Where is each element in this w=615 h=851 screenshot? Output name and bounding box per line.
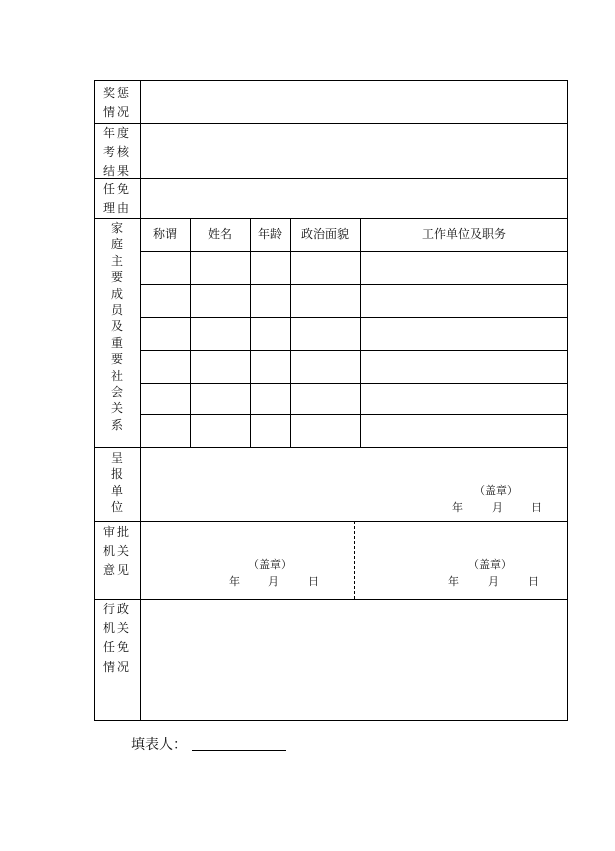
row-divider xyxy=(94,521,568,522)
reporting-date-year: 年 xyxy=(452,501,463,514)
family-header-political-status: 政治面貌 xyxy=(300,227,349,241)
awards-label: 奖惩情况 xyxy=(103,86,132,120)
approval-split-divider xyxy=(354,521,355,599)
approval-left-month: 月 xyxy=(268,575,279,588)
family-header-relation: 称谓 xyxy=(152,227,177,241)
row-divider xyxy=(94,599,568,600)
family-row-divider xyxy=(140,383,568,384)
approval-left-day: 日 xyxy=(308,575,319,588)
family-col-divider xyxy=(290,218,291,447)
family-row-divider xyxy=(140,251,568,252)
family-row-divider xyxy=(140,284,568,285)
filler-signature-line[interactable] xyxy=(192,750,286,751)
filler-label: 填表人： xyxy=(131,737,187,753)
family-header-age: 年龄 xyxy=(257,227,282,241)
row-divider xyxy=(94,447,568,448)
approval-right-seal: （盖章） xyxy=(468,558,512,571)
family-header-name: 姓名 xyxy=(207,227,232,241)
row-divider xyxy=(94,178,568,179)
row-divider xyxy=(94,218,568,219)
family-row-divider xyxy=(140,414,568,415)
approval-left-year: 年 xyxy=(229,575,240,588)
annual-review-label: 年度考核结果 xyxy=(103,126,132,179)
family-col-divider xyxy=(190,218,191,447)
label-column-divider xyxy=(140,80,141,721)
approval-right-day: 日 xyxy=(528,575,539,588)
approval-right-year: 年 xyxy=(448,575,459,588)
family-row-divider xyxy=(140,350,568,351)
reporting-date-month: 月 xyxy=(492,501,503,514)
approval-authority-label: 审批机关意见 xyxy=(103,525,132,578)
family-col-divider xyxy=(250,218,251,447)
family-col-divider xyxy=(360,218,361,447)
reporting-seal: （盖章） xyxy=(474,484,518,497)
family-row-divider xyxy=(140,317,568,318)
admin-authority-label: 行政机关任免情况 xyxy=(103,602,132,674)
family-header-workplace: 工作单位及职务 xyxy=(421,227,506,241)
family-relations-label: 家庭主要成员及重要社会关系 xyxy=(110,221,123,432)
appointment-reason-label: 任免理由 xyxy=(103,182,132,216)
approval-right-month: 月 xyxy=(488,575,499,588)
row-divider xyxy=(94,123,568,124)
approval-left-seal: （盖章） xyxy=(248,558,292,571)
reporting-date-day: 日 xyxy=(531,501,542,514)
form-table xyxy=(94,80,568,721)
reporting-unit-label: 呈报单位 xyxy=(110,451,123,515)
